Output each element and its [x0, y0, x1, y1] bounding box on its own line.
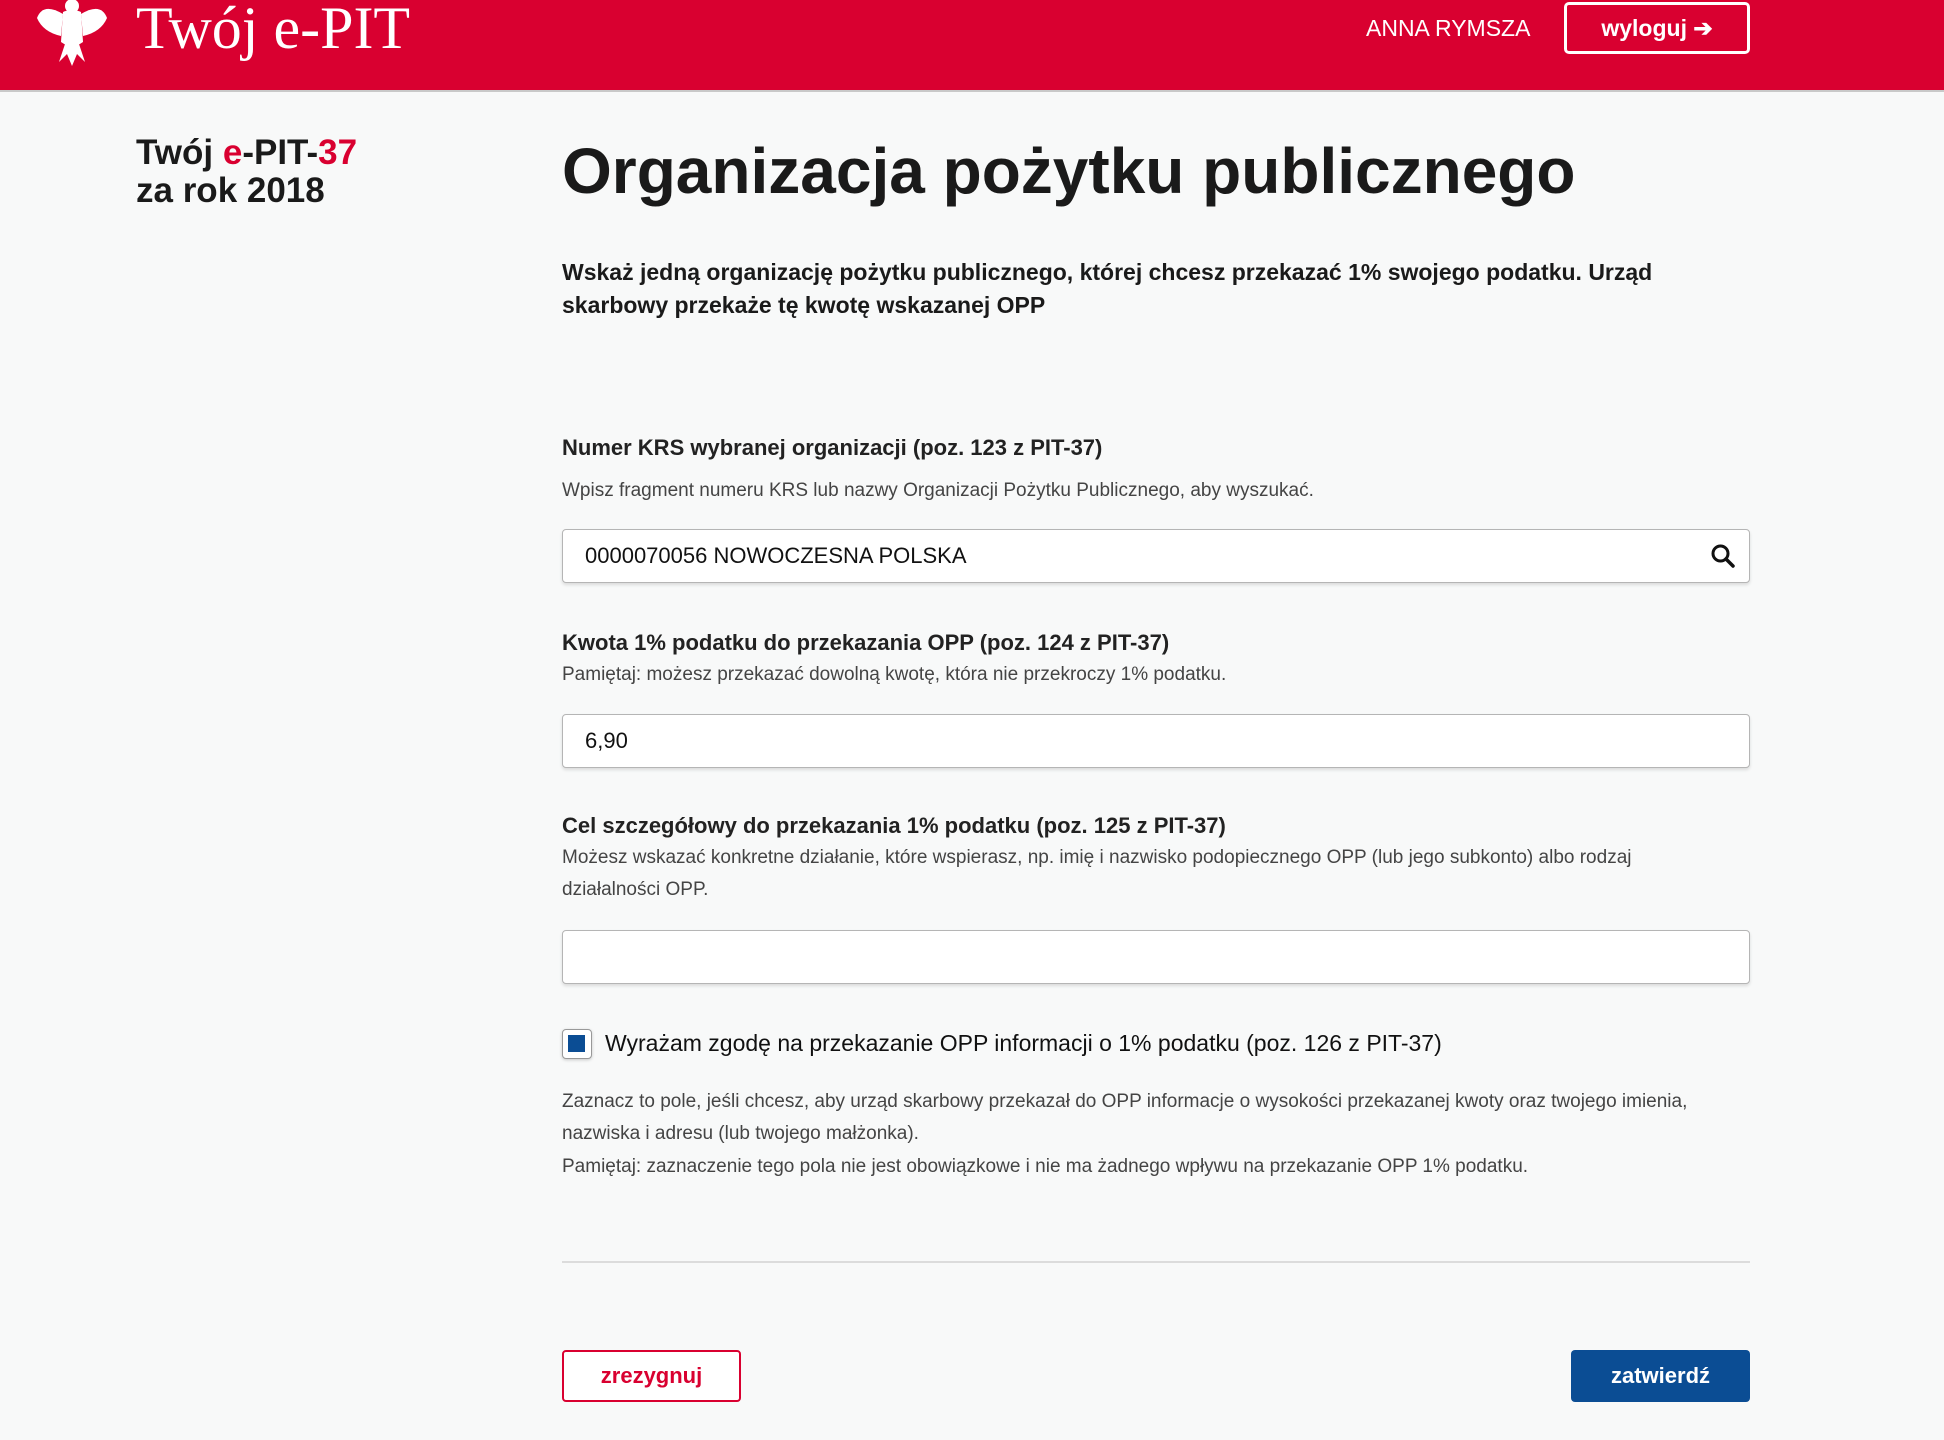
consent-note: Pamiętaj: zaznaczenie tego pola nie jest obowiązkowe i nie ma żadnego wpływu na przekazanie OPP 1% podatku. — [562, 1156, 1529, 1177]
goal-input[interactable] — [562, 930, 1750, 984]
amount-label: Kwota 1% podatku do przekazania OPP (poz. 124 z PIT-37) — [562, 630, 1170, 655]
page-title: Organizacja pożytku publicznego — [562, 135, 1576, 207]
logout-label: wyloguj — [1601, 14, 1687, 41]
checkbox-checked-mark — [568, 1035, 585, 1052]
title-mid: -PIT- — [242, 133, 319, 172]
user-name: ANNA RYMSZA — [1366, 15, 1531, 41]
title-prefix: Twój — [136, 133, 223, 172]
krs-help: Wpisz fragment numeru KRS lub nazwy Organizacji Pożytku Publicznego, aby wyszukać. — [562, 480, 1314, 501]
arrow-right-icon: ➔ — [1693, 14, 1713, 41]
page-subtitle: Wskaż jedną organizację pożytku publicznego, której chcesz przekazać 1% swojego podatku. Urząd skarbowy przekaże tę kwotę wskazanej OPP — [562, 259, 1653, 318]
submit-button[interactable]: zatwierdź — [1571, 1350, 1750, 1402]
goal-help: Możesz wskazać konkretne działanie, które wspierasz, np. imię i nazwisko podopiecznego OPP (lub jego subkonto) albo rodzaj działalności OPP. — [562, 847, 1632, 900]
search-icon[interactable] — [1710, 543, 1736, 569]
brand-title[interactable]: Twój e-PIT — [136, 0, 411, 61]
krs-search-input[interactable] — [562, 529, 1750, 583]
consent-checkbox[interactable] — [562, 1029, 592, 1059]
divider — [562, 1261, 1750, 1263]
consent-help: Zaznacz to pole, jeśli chcesz, aby urząd skarbowy przekazał do OPP informacje o wysokości przekazanej kwoty oraz twojego imienia, nazwiska i adresu (lub twojego małżonka). — [562, 1091, 1688, 1144]
title-e: e — [222, 133, 243, 172]
amount-help: Pamiętaj: możesz przekazać dowolną kwotę, która nie przekroczy 1% podatku. — [562, 664, 1227, 685]
logout-button[interactable] — [1564, 2, 1750, 54]
consent-label[interactable]: Wyrażam zgodę na przekazanie OPP informacji o 1% podatku (poz. 126 z PIT-37) — [605, 1030, 1442, 1056]
title-form-number: 37 — [318, 133, 358, 172]
top-header — [0, 0, 1944, 92]
cancel-button[interactable]: zrezygnuj — [562, 1350, 741, 1402]
sidebar-title — [136, 134, 357, 210]
polish-eagle-emblem-icon — [33, 0, 111, 68]
title-year: za rok 2018 — [136, 171, 325, 210]
krs-label: Numer KRS wybranej organizacji (poz. 123 z PIT-37) — [562, 435, 1103, 460]
amount-input[interactable] — [562, 714, 1750, 768]
goal-label: Cel szczegółowy do przekazania 1% podatku (poz. 125 z PIT-37) — [562, 813, 1226, 838]
